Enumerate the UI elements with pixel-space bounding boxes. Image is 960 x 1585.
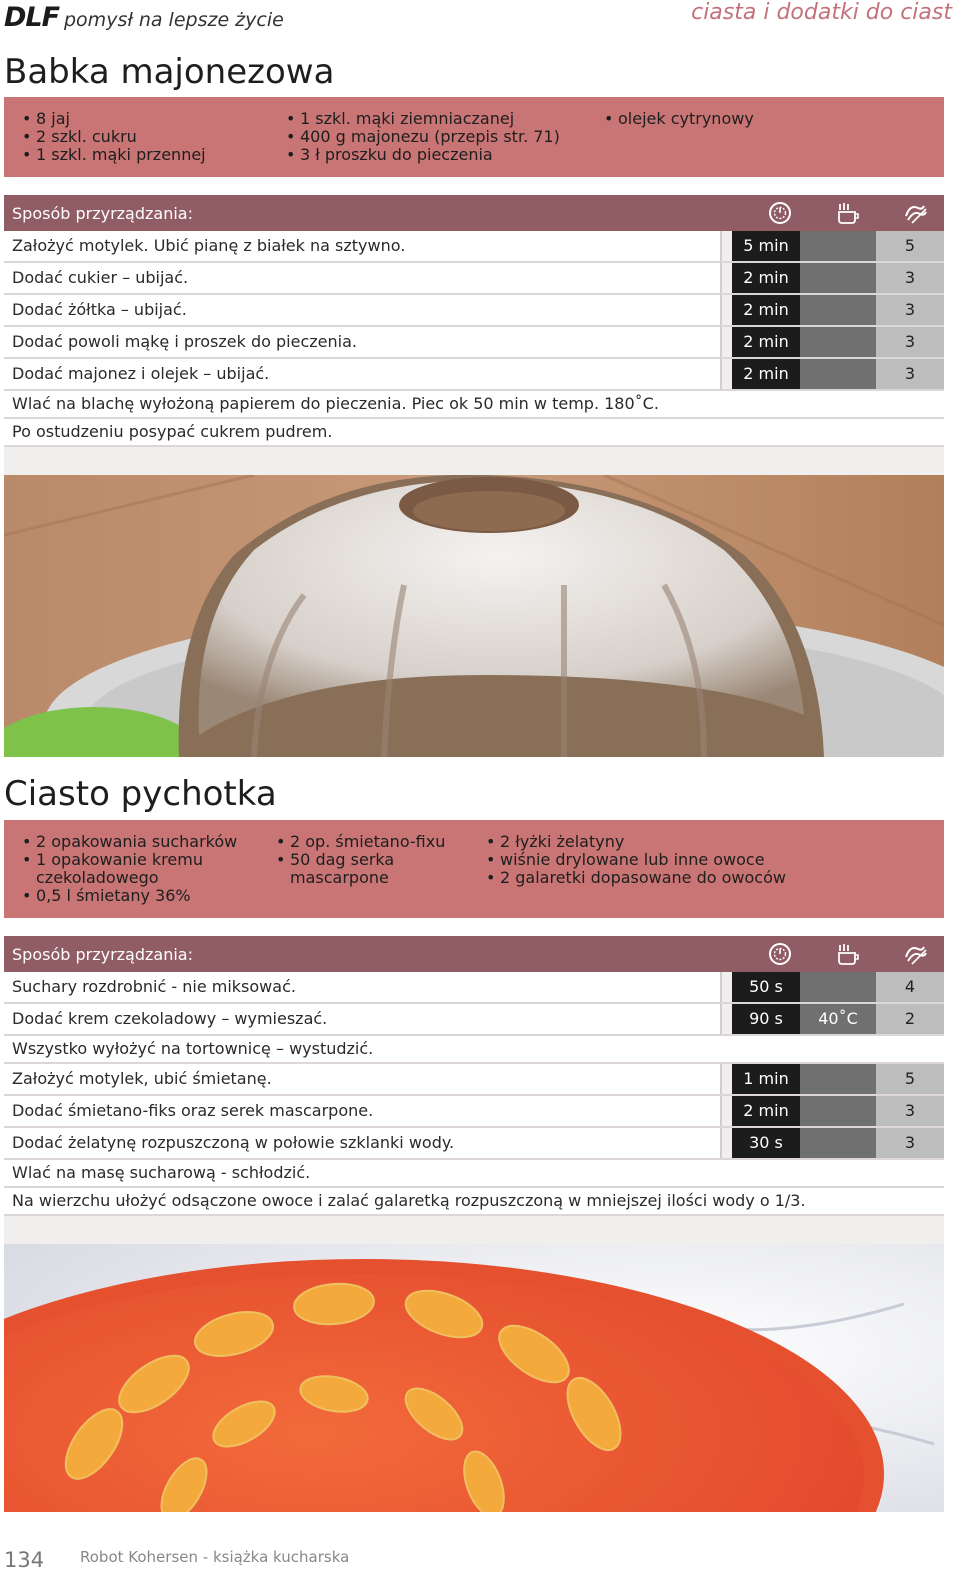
ingredient-item: • wiśnie drylowane lub inne owoce [486,851,816,869]
step-text: Dodać żółtka – ubijać. [4,295,722,325]
step-time: 1 min [732,1064,800,1094]
speed-icon [902,941,930,967]
ingredient-item: • 2 opakowania sucharków [22,833,276,851]
method-step [4,1096,944,1128]
method-step [4,359,944,391]
step-temperature [800,231,876,261]
method-step [4,263,944,295]
step-temperature [800,1096,876,1126]
method-step [4,1004,944,1036]
temperature-icon [834,941,862,967]
step-text: Dodać krem czekoladowy – wymieszać. [4,1004,722,1034]
method-step [4,1188,944,1216]
step-temperature [800,972,876,1002]
ingredient-item: • 400 g majonezu (przepis str. 71) [286,128,606,146]
step-time: 2 min [732,359,800,389]
ingredients-column [4,833,276,905]
step-text: Suchary rozdrobnić - nie miksować. [4,972,722,1002]
step-temperature [800,327,876,357]
ingredient-item: • 1 szkl. mąki ziemniaczanej [286,110,606,128]
ingredients-panel [4,97,944,177]
step-text: Po ostudzeniu posypać cukrem pudrem. [4,419,944,445]
ingredient-item: • 2 łyżki żelatyny [486,833,816,851]
brand-tagline: pomysł na lepsze życie [64,9,284,31]
ingredient-item: • 8 jaj [22,110,282,128]
jelly-cake-photo [4,1244,944,1512]
ingredients-column [586,110,904,128]
step-speed: 3 [876,295,944,325]
method-footer [4,447,944,475]
method-step [4,1128,944,1160]
recipe-title: Babka majonezowa [4,52,335,92]
method-label: Sposób przyrządzania: [12,945,193,964]
timer-icon [766,200,794,226]
step-time: 5 min [732,231,800,261]
method-footer [4,1216,944,1244]
step-text: Dodać cukier – ubijać. [4,263,722,293]
method-step [4,231,944,263]
method-step [4,391,944,419]
ingredient-item: • olejek cytrynowy [604,110,904,128]
step-speed: 4 [876,972,944,1002]
step-text: Założyć motylek, ubić śmietanę. [4,1064,722,1094]
ingredient-item: • 1 opakowanie kremu czekoladowego [22,851,216,887]
step-speed: 3 [876,263,944,293]
step-temperature [800,263,876,293]
step-speed: 3 [876,359,944,389]
step-time: 2 min [732,263,800,293]
ingredients-panel [4,820,944,918]
bundt-cake-photo [4,475,944,757]
step-text: Założyć motylek. Ubić pianę z białek na sztywno. [4,231,722,261]
ingredient-item: • 50 dag serka mascarpone [276,851,420,887]
step-text: Na wierzchu ułożyć odsączone owoce i zalać galaretką rozpuszczoną w mniejszej ilości wody o 1/3. [4,1188,944,1214]
step-speed: 2 [876,1004,944,1034]
method-step [4,327,944,359]
step-time: 90 s [732,1004,800,1034]
method-step [4,1064,944,1096]
step-speed: 3 [876,1128,944,1158]
step-text: Dodać żelatynę rozpuszczoną w połowie szklanki wody. [4,1128,722,1158]
timer-icon [766,941,794,967]
step-speed: 5 [876,231,944,261]
method-step [4,419,944,447]
step-text: Dodać śmietano-fiks oraz serek mascarpone. [4,1096,722,1126]
ingredient-item: • 2 szkl. cukru [22,128,282,146]
step-text: Wlać na blachę wyłożoną papierem do pieczenia. Piec ok 50 min w temp. 180˚C. [4,391,944,417]
method-step [4,295,944,327]
method-header [4,195,944,231]
method-step [4,1160,944,1188]
ingredient-item: • 1 szkl. mąki przennej [22,146,282,164]
book-title: Robot Kohersen - książka kucharska [80,1548,350,1566]
page-number: 134 [4,1548,45,1572]
step-time: 2 min [732,295,800,325]
recipe-title: Ciasto pychotka [4,774,277,814]
method-table [4,195,944,475]
ingredients-column [4,110,282,164]
method-header [4,936,944,972]
method-label: Sposób przyrządzania: [12,204,193,223]
step-speed: 3 [876,1096,944,1126]
step-temperature [800,359,876,389]
step-temperature [800,295,876,325]
method-table [4,936,944,1244]
step-time: 30 s [732,1128,800,1158]
temperature-icon [834,200,862,226]
method-step [4,1036,944,1064]
step-speed: 3 [876,327,944,357]
step-text: Dodać powoli mąkę i proszek do pieczenia. [4,327,722,357]
ingredients-column [468,833,816,887]
ingredients-column [258,833,462,887]
step-temperature: 40˚C [800,1004,876,1034]
step-text: Dodać majonez i olejek – ubijać. [4,359,722,389]
step-temperature [800,1064,876,1094]
ingredients-column [268,110,606,164]
ingredient-item: • 2 galaretki dopasowane do owoców [486,869,816,887]
method-step [4,972,944,1004]
step-time: 2 min [732,1096,800,1126]
brand-logo: DLF [4,2,60,33]
step-time: 2 min [732,327,800,357]
step-text: Wszystko wyłożyć na tortownicę – wystudzić. [4,1036,944,1062]
ingredient-item: • 0,5 l śmietany 36% [22,887,276,905]
step-text: Wlać na masę sucharową - schłodzić. [4,1160,944,1186]
ingredient-item: • 3 ł proszku do pieczenia [286,146,606,164]
speed-icon [902,200,930,226]
step-time: 50 s [732,972,800,1002]
ingredient-item: • 2 op. śmietano-fixu [276,833,462,851]
section-title: ciasta i dodatki do ciast [691,0,952,25]
step-speed: 5 [876,1064,944,1094]
step-temperature [800,1128,876,1158]
